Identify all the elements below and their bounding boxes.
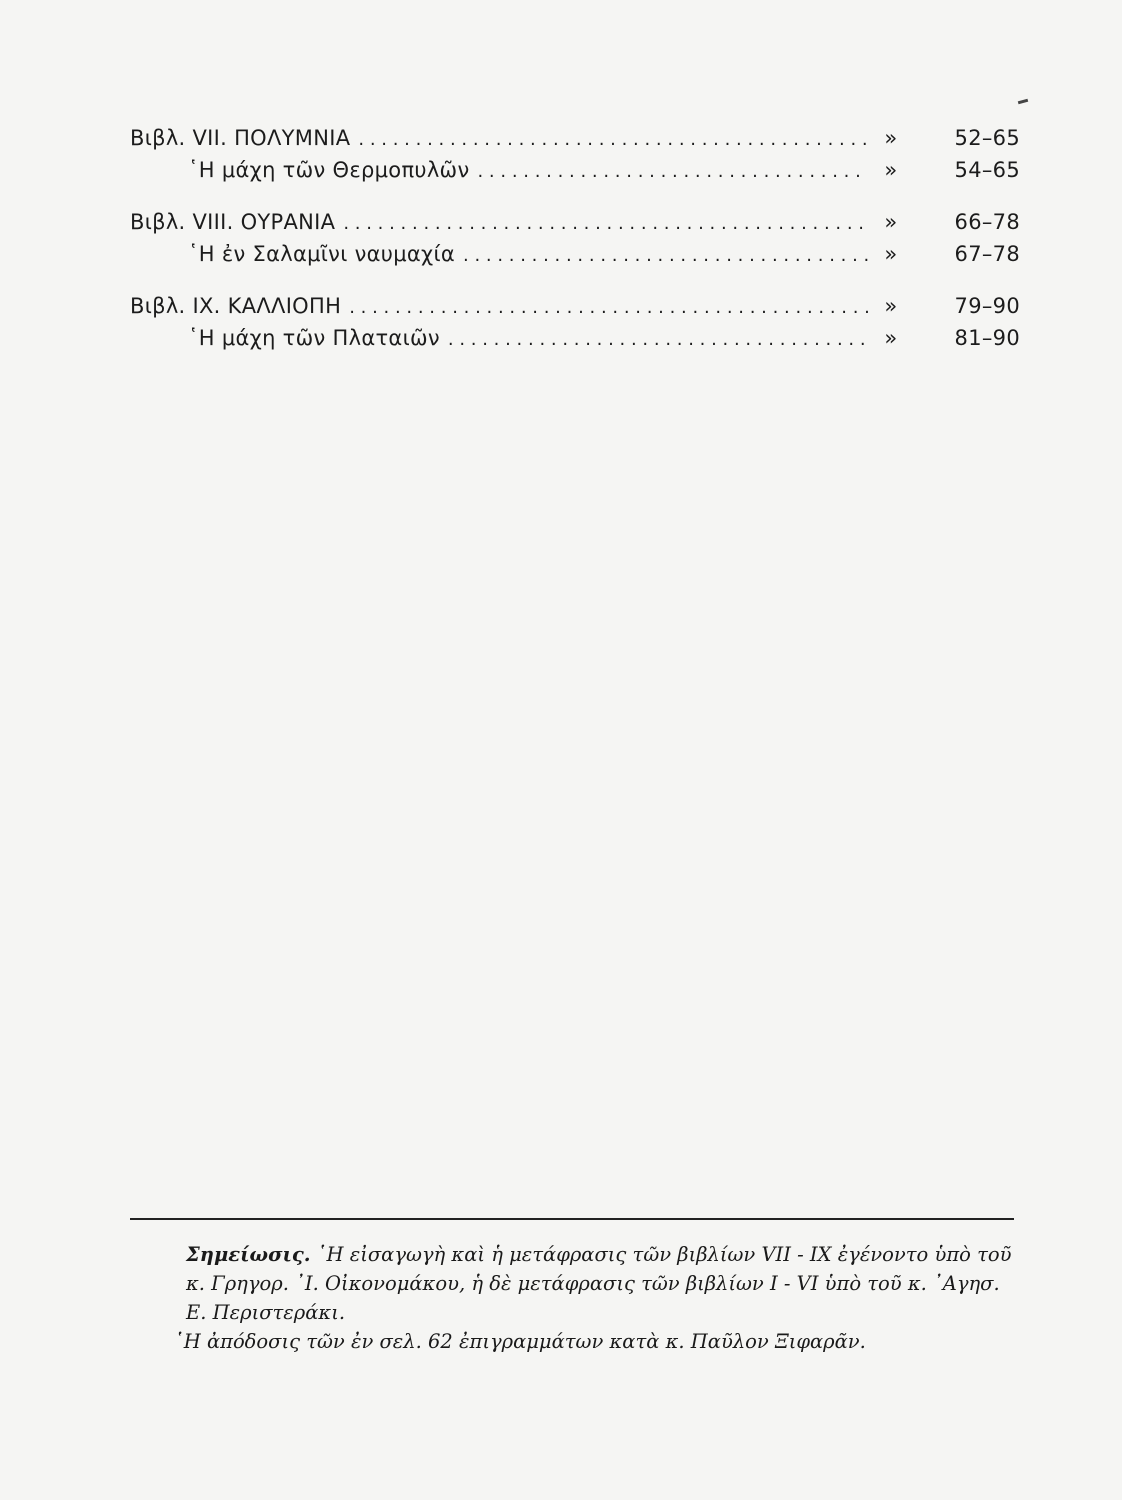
footnote-text: ῾Η εἰσαγωγὴ καὶ ἡ μετάφρασις τῶν βιβλίων VII - IX ἐγένοντο ὑπὸ τοῦ κ. Γρηγορ. ᾿Ι. Οἰκονομάκου, ἡ δὲ μετάφρασις τῶν βιβλίων I - VI ὑπὸ τοῦ κ. ᾿Αγησ. Ε. Περιστεράκι. <box>186 1243 1012 1324</box>
page-range: 54–65 <box>954 158 1020 182</box>
toc-group-book-8 <box>130 210 1020 274</box>
page-range: 66–78 <box>954 210 1020 234</box>
toc-entry-title: Βιβλ. VII. ΠΟΛΥΜΝΙΑ <box>130 126 351 150</box>
toc-row <box>130 126 1020 158</box>
footnote-paragraph-2: ῾Η ἀπόδοσις τῶν ἐν σελ. 62 ἐπιγραμμάτων κατὰ κ. Παῦλον Ξιφαρᾶν. <box>174 1330 866 1353</box>
toc-subentry-title: ῾Η ἐν Σαλαμῖνι ναυμαχία <box>188 242 455 266</box>
ditto-mark: » <box>884 126 898 150</box>
footnote-divider <box>130 1218 1014 1220</box>
dot-leader <box>358 129 868 150</box>
toc-row <box>130 294 1020 326</box>
toc-entry-title: Βιβλ. VIII. ΟΥΡΑΝΙΑ <box>130 210 336 234</box>
toc-subrow <box>130 242 1020 274</box>
ditto-mark: » <box>884 158 898 182</box>
page-range: 81–90 <box>954 326 1020 350</box>
ditto-mark: » <box>884 210 898 234</box>
dot-leader <box>349 297 868 318</box>
dot-leader <box>463 245 868 266</box>
page-range: 67–78 <box>954 242 1020 266</box>
footnote-lead: Σημείωσις. <box>186 1243 311 1266</box>
toc-subentry-title: ῾Η μάχη τῶν Θερμοπυλῶν <box>188 158 470 182</box>
dot-leader <box>448 329 868 350</box>
dot-leader <box>343 213 868 234</box>
toc-subrow <box>130 326 1020 358</box>
toc-row <box>130 210 1020 242</box>
toc-subrow <box>130 158 1020 190</box>
print-mark <box>1018 99 1028 104</box>
toc-subentry-title: ῾Η μάχη τῶν Πλαταιῶν <box>188 326 440 350</box>
footnote <box>174 1240 1016 1356</box>
ditto-mark: » <box>884 326 898 350</box>
page-range: 52–65 <box>954 126 1020 150</box>
page-range: 79–90 <box>954 294 1020 318</box>
toc-group-book-7 <box>130 126 1020 190</box>
ditto-mark: » <box>884 242 898 266</box>
ditto-mark: » <box>884 294 898 318</box>
footnote-paragraph <box>186 1240 1016 1327</box>
table-of-contents <box>130 126 1020 378</box>
dot-leader <box>477 161 868 182</box>
toc-group-book-9 <box>130 294 1020 358</box>
toc-entry-title: Βιβλ. IX. ΚΑΛΛΙΟΠΗ <box>130 294 342 318</box>
